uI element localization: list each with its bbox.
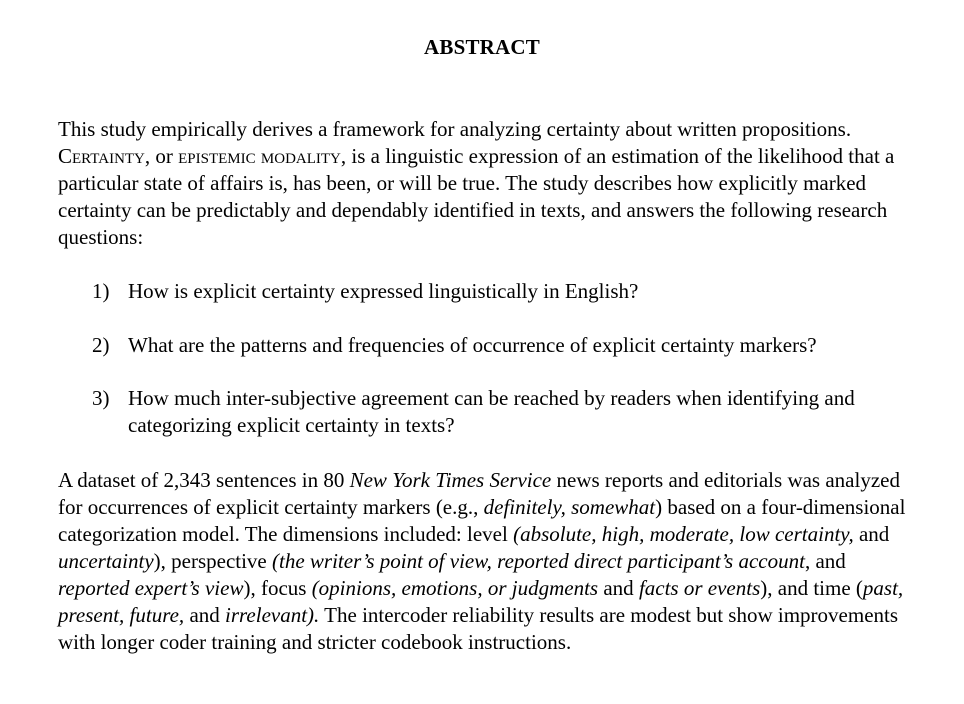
summary-text: ), and time ( <box>760 576 863 600</box>
summary-paragraph <box>58 467 918 656</box>
summary-text: and <box>853 522 890 546</box>
research-question <box>92 278 922 305</box>
question-text: How much inter-subjective agreement can be reached by readers when identifying and categorizing explicit certainty in texts? <box>128 386 855 437</box>
summary-text: , and <box>804 549 846 573</box>
summary-text: and <box>598 576 639 600</box>
summary-text: ), focus <box>243 576 312 600</box>
question-number: 2) <box>92 333 110 357</box>
summary-text: ) based on a four-dimensional categorization model. The dimensions included: level <box>58 495 906 546</box>
summary-text: The intercoder reliability results are modest but show improvements with longer coder training and stricter codebook instructions. <box>58 603 899 654</box>
level-uncertainty: uncertainty <box>58 549 154 573</box>
summary-text: A dataset of 2,343 sentences in 80 <box>58 468 350 492</box>
perspective-values: (the writer’s point of view, reported direct participant’s account <box>272 549 805 573</box>
example-markers: definitely, somewhat <box>483 495 656 519</box>
summary-text: ), perspective <box>153 549 273 573</box>
time-values: past, present, future, <box>58 576 904 627</box>
summary-text: news reports and editorials was analyzed for occurrences of explicit certainty markers (e.g., <box>58 468 900 519</box>
question-number: 3) <box>92 386 110 410</box>
intro-paragraph <box>58 116 918 251</box>
intro-text: This study empirically derives a framework for analyzing certainty about written propositions. <box>58 117 852 141</box>
summary-text: and <box>184 603 226 627</box>
focus-facts: facts or events <box>638 576 761 600</box>
source-name: New York Times Service <box>349 468 552 492</box>
question-text: What are the patterns and frequencies of occurrence of explicit certainty markers? <box>128 333 817 357</box>
intro-text: , or <box>144 144 179 168</box>
time-irrelevant: irrelevant). <box>225 603 320 627</box>
term-epistemic-modality: epistemic modality <box>178 144 341 168</box>
focus-values: (opinions, emotions, or judgments <box>311 576 599 600</box>
research-question <box>92 385 922 439</box>
question-number: 1) <box>92 279 110 303</box>
intro-text: , is a linguistic expression of an estimation of the likelihood that a particular state of affairs is, has been, or will be true. The study describes how explicitly marked certainty can be predictably and dependably identified in texts, and answers the following research questions: <box>58 144 895 249</box>
level-values: (absolute, high, moderate, low certainty, <box>513 522 854 546</box>
perspective-expert: reported expert’s view <box>58 576 244 600</box>
abstract-heading: ABSTRACT <box>424 35 540 59</box>
research-question <box>92 332 922 359</box>
term-certainty: Certainty <box>58 144 145 168</box>
question-text: How is explicit certainty expressed linguistically in English? <box>128 279 639 303</box>
